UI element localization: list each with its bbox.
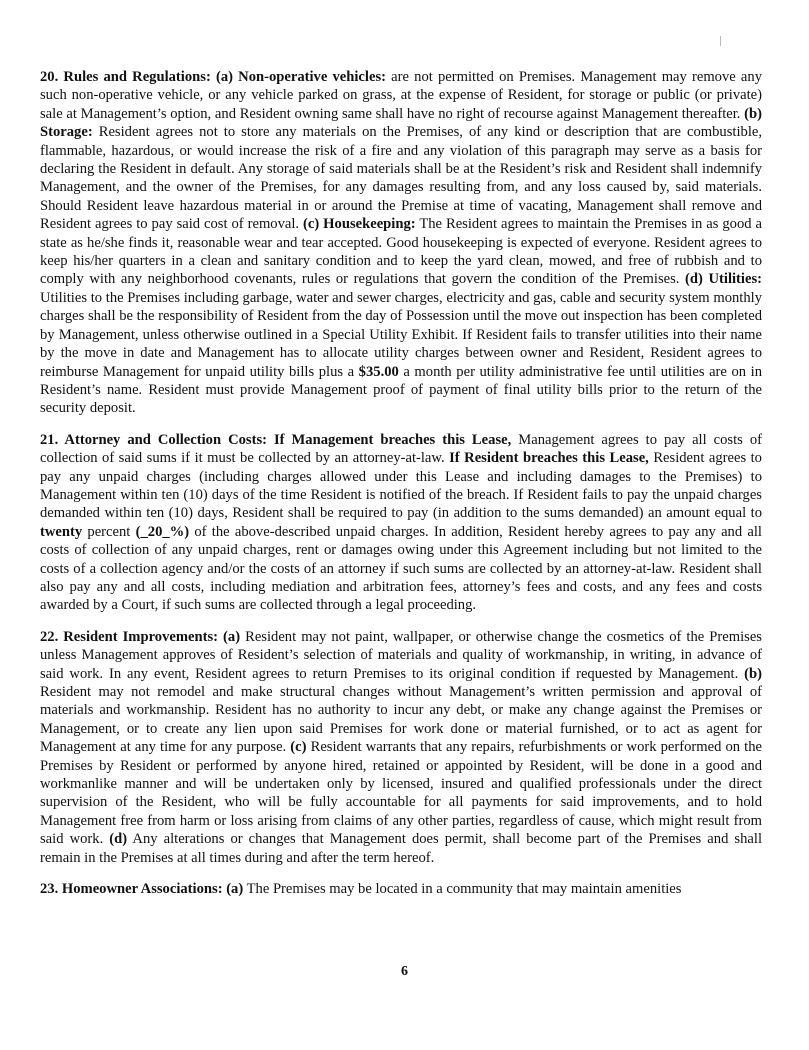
section-20c-heading: (c) Housekeeping:	[303, 216, 416, 233]
section-21-heading: 21. Attorney and Collection Costs: If Management breaches this Lease,	[40, 431, 512, 448]
percent-value: (_20_%)	[135, 523, 190, 540]
page-number: 6	[401, 964, 408, 979]
resident-breach-phrase: If Resident breaches this Lease,	[449, 450, 649, 467]
section-22-text: Any alterations or changes that Management does permit, shall become part of the Premises and shall remain in the Premises at all times during and after the term hereof.	[40, 831, 762, 866]
percent-word: twenty	[40, 523, 83, 540]
section-22-resident-improvements	[40, 628, 762, 867]
document-page	[40, 68, 762, 911]
section-21-text: Management agrees to pay all costs of collection of said sums if it must be collected by an attorney-at-law.	[40, 431, 762, 467]
section-20-text: are not permitted on Premises. Management may remove any such non-operative vehicle, or any vehicle parked on grass, at the expense of Resident, for storage or public (or private) sale at Management’s option, and Resident owning same shall have no right of recourse against Management thereafter.	[40, 69, 762, 122]
section-20-text: Resident agrees not to store any materials on the Premises, of any kind or description that are combustible, flammable, hazardous, or would increase the risk of a fire and any violation of this paragraph may serve as a basis for declaring the Resident in default. Any storage of said materials shall be at the Resident’s risk and Resident shall indemnify Management, and the owner of the Premises, for any damages resulting from, and any loss caused by, said materials. Should Resident leave hazardous material in or around the Premise at time of vacating, Management shall remove and Resident agrees to pay said cost of removal.	[40, 124, 762, 233]
section-22b-label: (b)	[744, 665, 762, 682]
section-22-text: Resident may not remodel and make structural changes without Management’s written permission and approval of materials and workmanship. Resident has no authority to incur any debt, or make any change against the Premises or Management, or to create any lien upon said Premises for work done or material furnished, or to act as agent for Management at any time for any purpose.	[40, 684, 762, 756]
section-20-text: Utilities to the Premises including garbage, water and sewer charges, electricity and gas, cable and security system monthly charges shall be the responsibility of Resident from the day of Possession until the move out inspection has been completed by Management, unless otherwise outlined in a Special Utility Exhibit. If Resident fails to transfer utilities into their name by the move in date and Management has to allocate utility charges between owner and Resident, Resident agrees to reimburse Management for unpaid utility bills plus a	[40, 289, 762, 380]
section-21-text: Resident agrees to pay any unpaid charges (including charges allowed under this Lease and including damages to the Premises) to Management within ten (10) days of the time Resident is notified of the breach. If Resident fails to pay the unpaid charges demanded within ten (10) days, Resident shall be required to pay (in addition to the sums demanded) an amount equal to	[40, 450, 762, 522]
scan-margin-mark	[720, 36, 721, 46]
section-20b-heading: (b) Storage:	[40, 105, 762, 141]
section-23-heading: 23. Homeowner Associations: (a)	[40, 881, 244, 898]
section-20-rules-and-regulations	[40, 68, 762, 418]
section-21-text: of the above-described unpaid charges. In addition, Resident hereby agrees to pay any and all costs of collection of any unpaid charges, rent or damages owing under this Agreement including but not limited to the costs of a collection agency and/or the costs of an attorney if such sums are collected by an attorney-at-law. Resident shall also pay any and all costs, including mediation and arbitration fees, attorney’s fees and costs, and any fees and costs awarded by a Court, if such sums are collected through a legal proceeding.	[40, 523, 762, 614]
section-21-attorney-and-collection-costs	[40, 431, 762, 615]
section-21-text: percent	[82, 523, 136, 540]
utility-fee-amount: $35.00	[358, 363, 399, 380]
section-22-text: Resident may not paint, wallpaper, or otherwise change the cosmetics of the Premises unless Management approves of Resident’s selection of materials and quality of workmanship, in writing, in advance of said work. In any event, Resident agrees to return Premises to its original condition if requested by Management.	[40, 628, 762, 682]
section-20-text: a month per utility administrative fee until utilities are on in Resident’s name. Resident must provide Management proof of payment of final utility bills prior to the return of the security deposit.	[40, 363, 762, 417]
section-20-heading: 20. Rules and Regulations: (a) Non-operative vehicles:	[40, 69, 386, 85]
section-22-text: Resident warrants that any repairs, refurbishments or work performed on the Premises by Resident or performed by anyone hired, retained or appointed by Resident, will be done in a good and workmanlike manner and will be undertaken only by licensed, insured and qualified professionals under the direct supervision of the Resident, who will be fully accountable for all payments for said improvements, and to hold Management free from harm or loss arising from claims of any other parties, regardless of cause, which might result from said work.	[40, 739, 762, 848]
section-22-heading: 22. Resident Improvements: (a)	[40, 628, 241, 645]
section-22d-label: (d)	[109, 831, 128, 848]
section-23-text: The Premises may be located in a community that may maintain amenities	[243, 881, 682, 898]
section-22c-label: (c)	[290, 739, 307, 756]
section-23-homeowner-associations	[40, 880, 762, 898]
section-20d-heading: (d) Utilities:	[685, 271, 762, 288]
section-20-text: The Resident agrees to maintain the Premises in as good a state as he/she finds it, reasonable wear and tear accepted. Good housekeeping is expected of everyone. Resident agrees to keep his/her quarters in a clean and sanitary condition and to keep the yard clean, mowed, and free of rubbish and to comply with any neighborhood covenants, rules or regulations that govern the condition of the Premises.	[40, 216, 762, 288]
